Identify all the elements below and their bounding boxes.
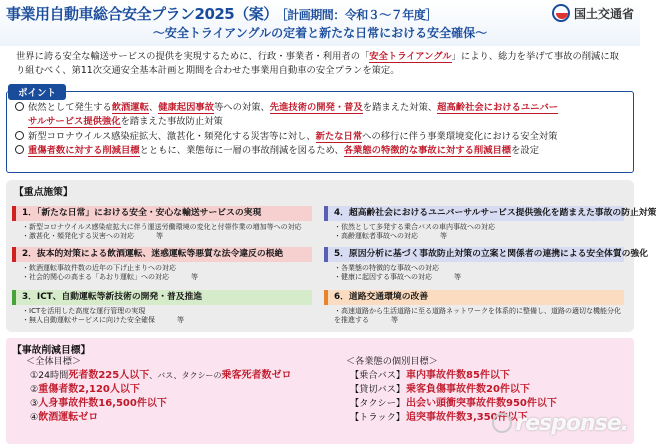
page-subtitle: 〜安全トライアングルの定着と新たな日常における安全確保〜 [152,26,488,40]
response-watermark: response. [492,411,628,436]
target-item-3: ③人身事故件数16,500件以下 [30,398,167,409]
point-tag: ポイント [8,84,66,100]
measure-card-3: 3．ICT、自動運転等新技術の開発・普及推進 ・ICTを活用した高度な運行管理の実現 ・無人自動運転サービスに向けた安全確保 等 [12,290,312,325]
ministry-emblem-icon [552,4,570,22]
bullet-circle-icon [15,131,24,140]
reduction-targets-panel [6,338,634,444]
measure-card-1: 1．「新たな日常」における安全・安心な輸送サービスの実現 ・新型コロナウイルス感染症拡大に伴う運送労働環境の変化と付帯作業の増加等への対応 ・激甚化・頻発化する災害への対応 等 [12,206,312,241]
measures-title: 【重点施策】 [14,187,73,198]
target-item-4: ④飲酒運転ゼロ [30,412,99,423]
plan-period: ［計画期間：令和３〜７年度］ [281,8,437,22]
key-measures-panel [6,180,656,332]
measure-card-4: 4．超高齢社会におけるユニバーサルサービス提供強化を踏まえた事故の防止対策 ・依然として多発する乗合バスの車内事故への対応 ・高齢運転者事故への対応 等 [324,206,624,241]
ministry-logo: 国土交通省 [552,4,634,22]
bullet-circle-icon [15,145,24,154]
individual-targets: ＜各業態の個別目標＞ 【乗合バス】 車内事故件数85件以下 【貸切バス】 乗客負傷事故件数20件以下 【タクシー】 出会い頭衝突事故件数950件以下 【トラック】 追突事故件数3,350件以下 [346,356,557,423]
point-line-3: 重傷者数に対する削減目標とともに、業態毎に一層の事故削減を図るため、各業態の特徴的な事故に対する削減目標を設定 [15,144,627,158]
header [0,0,640,46]
page-title: 事業用自動車総合安全プラン2025（案） ［計画期間：令和３〜７年度］ [6,5,437,23]
individual-target-taxi: 【タクシー】 出会い頭衝突事故件数950件以下 [350,398,557,409]
point-box [6,91,634,173]
brand-icon [492,413,512,433]
intro-paragraph: 世界に誇る安全な輸送サービスの提供を実現するために、行政・事業者・利用者の「安全トライアングル」により、総力を挙げて事故の削減に取り組むべく、第11次交通安全基本計画と期間を合わせた事業用自動車の安全プランを策定。 [16,51,619,76]
individual-target-truck: 【トラック】 追突事故件数3,350件以下 [350,412,528,423]
individual-target-bus: 【乗合バス】 車内事故件数85件以下 [350,370,510,381]
individual-target-charter-bus: 【貸切バス】 乗客負傷事故件数20件以下 [350,384,530,395]
bullet-circle-icon [15,102,24,111]
point-line-1: 依然として発生する飲酒運転、健康起因事故等への対策、先進技術の開発・普及を踏まえた対策、超高齢社会におけるユニバー [15,101,627,115]
measure-card-2: 2．抜本的対策による飲酒運転、迷惑運転等悪質な法令違反の根絶 ・飲酒運転事故件数の近年の下げ止まりへの対応 ・社会的関心の高まる「あおり運転」への対応 等 [12,247,312,282]
target-item-2: ②重傷者数2,120人以下 [30,384,140,395]
target-item-1: ①24時間死者数225人以下、バス、タクシーの乗客死者数ゼロ [30,370,292,381]
overall-targets: ＜全体目標＞ ①24時間死者数225人以下、バス、タクシーの乗客死者数ゼロ ②重傷者数2,120人以下 ③人身事故件数16,500件以下 ④飲酒運転ゼロ [26,356,292,423]
measure-card-5: 5．原因分析に基づく事故防止対策の立案と関係者の連携による安全体質の強化 ・各業態の特徴的な事故への対応 ・健康に起因する事故への対応 等 [324,247,624,282]
point-line-2: 新型コロナウイルス感染症拡大、激甚化・頻発化する災害等に対し、新たな日常への移行に伴う事業環境変化における安全対策 [15,130,627,144]
targets-title: 【事故削減目標】 [12,345,91,356]
point-line-1-cont: サルサービス提供強化を踏まえた事故防止対策 [28,116,223,128]
measure-card-6: 6．道路交通環境の改善 ・高速道路から生活道路に至る道路ネットワークを体系的に整備し、道路の適切な機能分化 を推進する 等 [324,290,624,325]
